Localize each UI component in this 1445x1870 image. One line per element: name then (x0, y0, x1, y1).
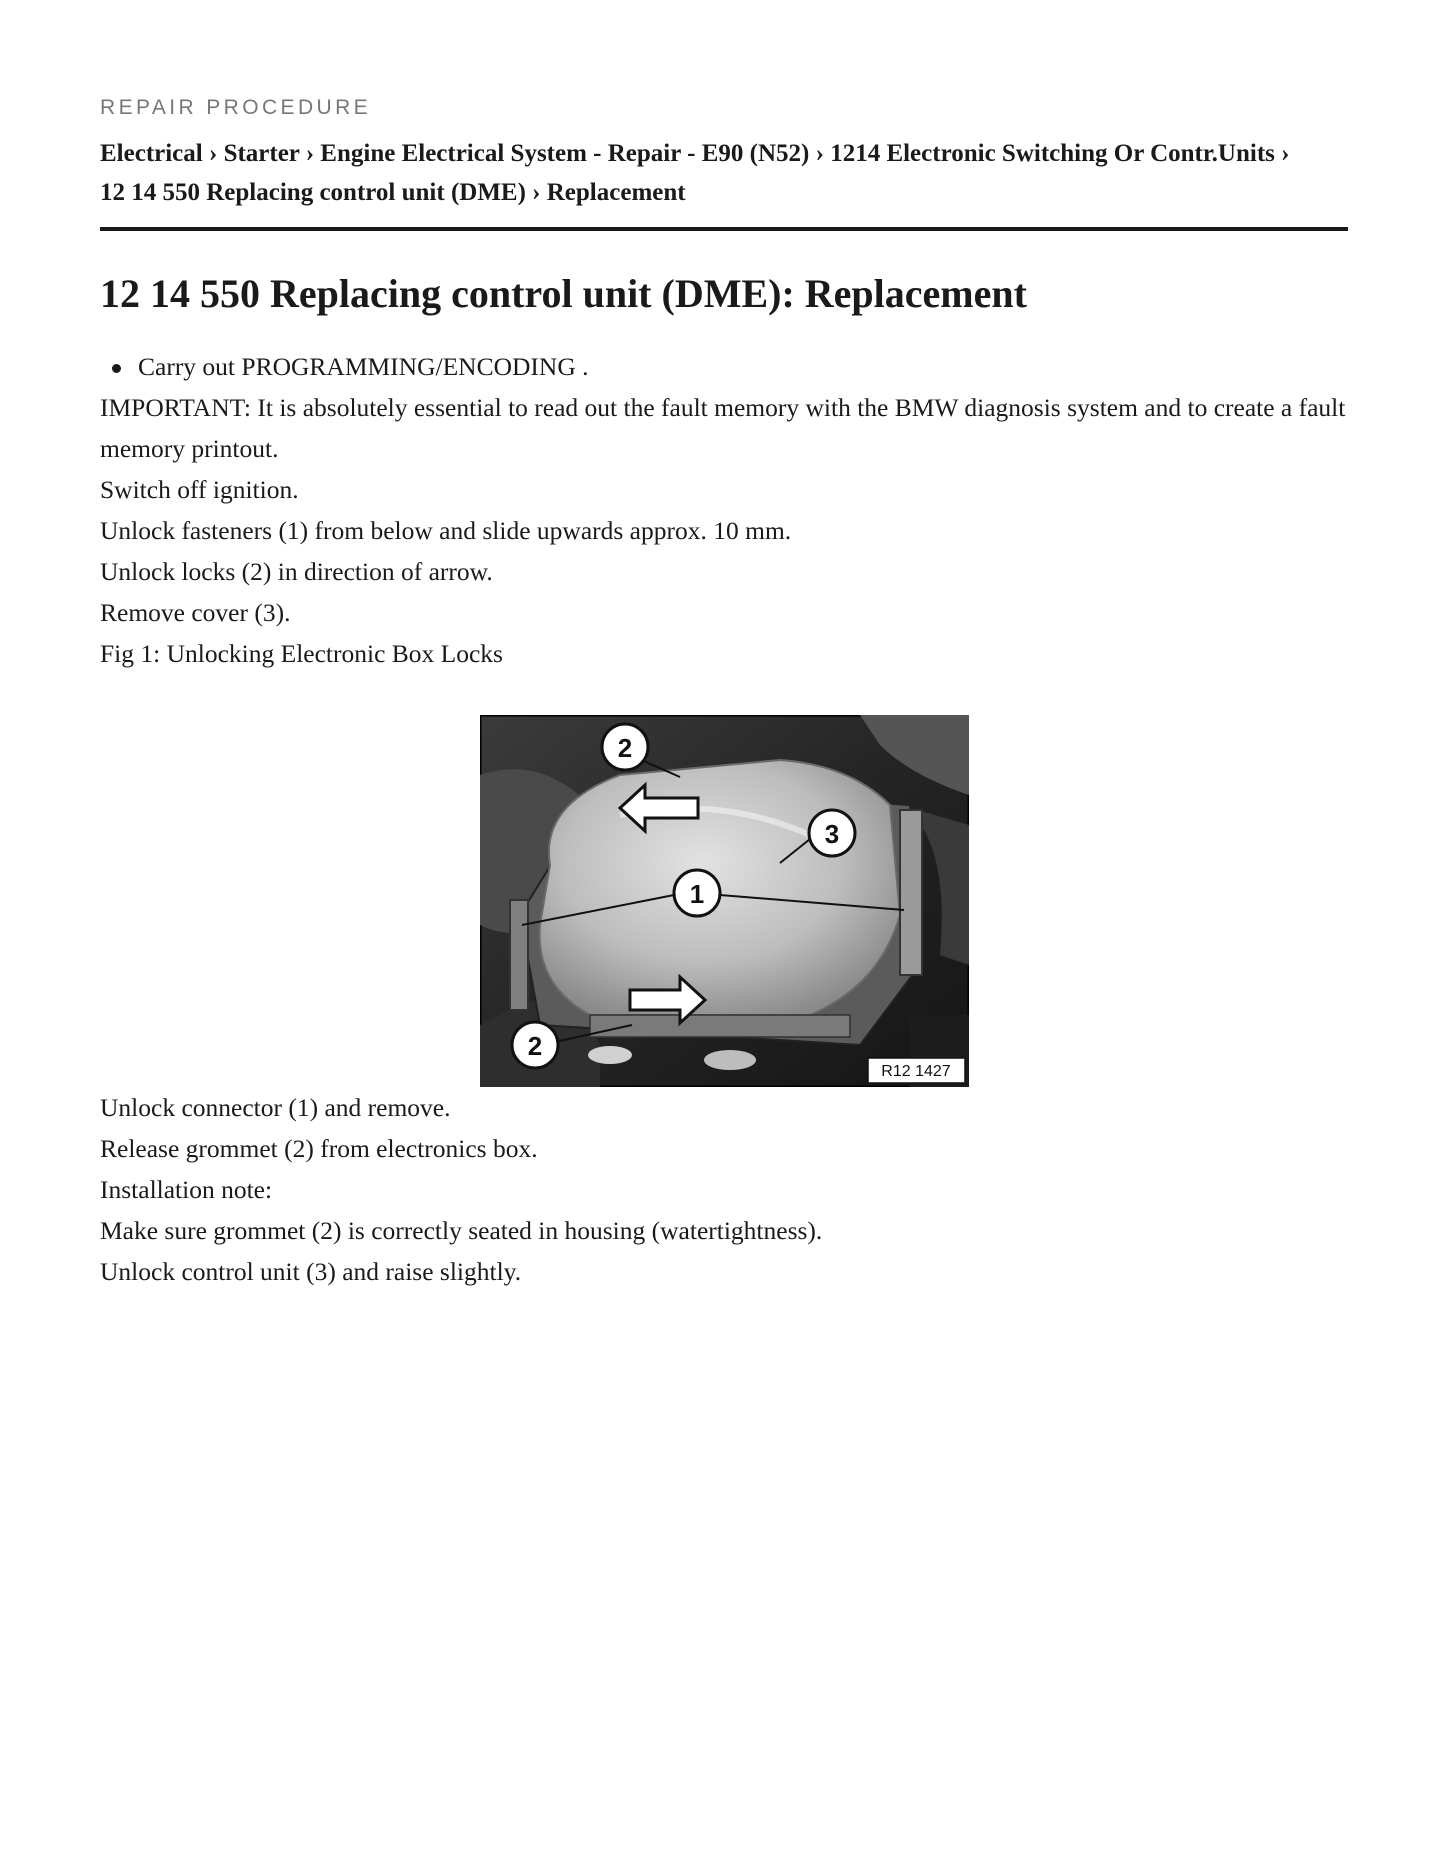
figure-illustration (480, 715, 969, 1087)
breadcrumb-item[interactable]: Starter (223, 140, 300, 167)
instruction-paragraph: Unlock locks (2) in direction of arrow. (100, 557, 493, 586)
grommet (704, 1050, 756, 1070)
instruction-paragraph: Unlock control unit (3) and raise slightly. (100, 1257, 522, 1286)
figure-caption: Fig 1: Unlocking Electronic Box Locks (100, 639, 503, 668)
breadcrumb-separator: › (815, 140, 831, 167)
list-item: Carry out PROGRAMMING/ENCODING . (138, 347, 1348, 387)
instruction-paragraph: Unlock fasteners (1) from below and slide upwards approx. 10 mm. (100, 516, 792, 545)
side-fastener (510, 900, 528, 1010)
grommet (588, 1046, 632, 1064)
instruction-paragraph: Remove cover (3). (100, 598, 291, 627)
instruction-paragraph: Make sure grommet (2) is correctly seated in housing (watertightness). (100, 1216, 823, 1245)
figure-reference-label: R12 1427 (881, 1063, 951, 1080)
callout-2-top (602, 724, 648, 770)
breadcrumb-separator: › (208, 140, 224, 167)
breadcrumb-item[interactable]: 12 14 550 Replacing control unit (DME) (100, 179, 526, 206)
header-divider (100, 227, 1348, 231)
section-kicker: REPAIR PROCEDURE (100, 96, 372, 119)
breadcrumb-separator: › (1281, 140, 1290, 167)
callout-3 (809, 810, 855, 856)
callout-label: 1 (689, 879, 705, 909)
page-title: 12 14 550 Replacing control unit (DME): Replacement (100, 271, 1027, 316)
breadcrumb (100, 134, 1348, 212)
callout-label: 3 (824, 819, 840, 849)
instruction-paragraph: Release grommet (2) from electronics box. (100, 1134, 538, 1163)
breadcrumb-separator: › (532, 179, 547, 206)
breadcrumb-item[interactable]: Engine Electrical System - Repair - E90 (N52) (320, 140, 810, 167)
document-page (100, 92, 1348, 1292)
side-fastener (900, 810, 922, 975)
installation-note-heading: Installation note: (100, 1175, 273, 1204)
breadcrumb-item[interactable]: 1214 Electronic Switching Or Contr.Units (830, 140, 1275, 167)
figure-electronic-box (480, 715, 969, 1087)
important-note: IMPORTANT: It is absolutely essential to read out the fault memory with the BMW diagnosis system and to create a fault memory printout. (100, 393, 1346, 463)
instruction-paragraph: Unlock connector (1) and remove. (100, 1093, 451, 1122)
breadcrumb-item[interactable]: Electrical (100, 140, 203, 167)
breadcrumb-separator: › (305, 140, 321, 167)
bullet-list (100, 347, 1348, 387)
callout-label: 2 (617, 733, 633, 763)
breadcrumb-current: Replacement (546, 179, 686, 206)
callout-2-bottom (512, 1022, 558, 1068)
callout-label: 2 (527, 1031, 543, 1061)
instruction-paragraph: Switch off ignition. (100, 475, 299, 504)
callout-1 (674, 870, 720, 916)
